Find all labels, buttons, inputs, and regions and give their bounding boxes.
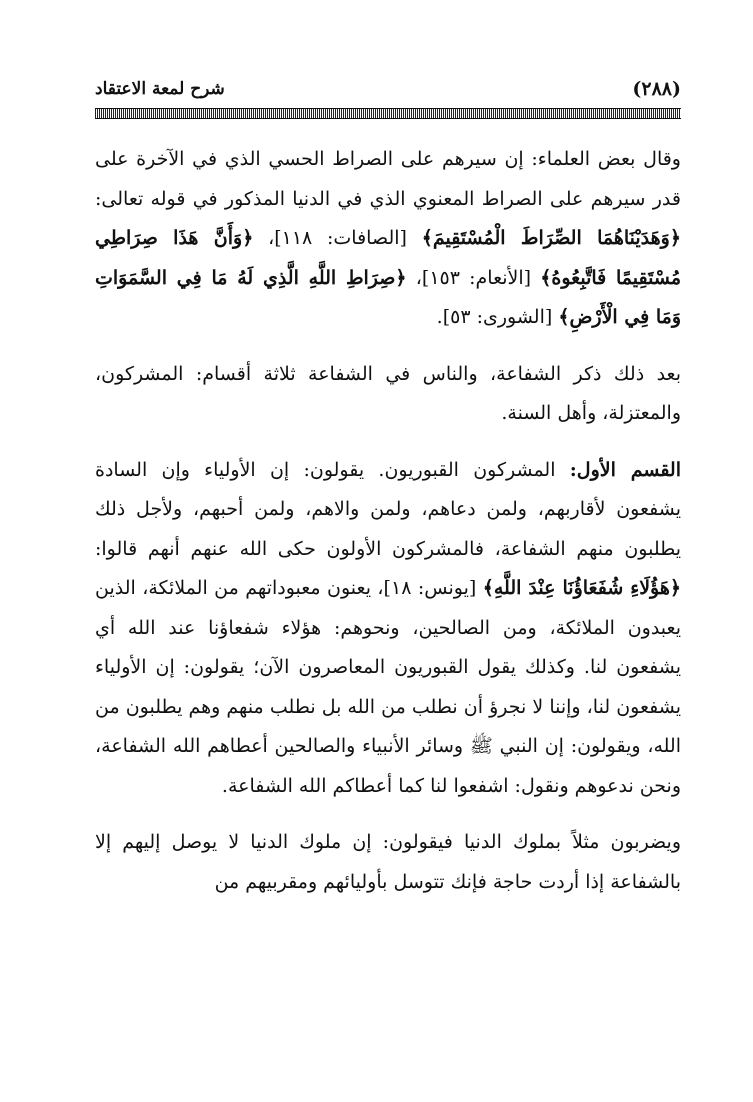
text-run: المشركون القبوريون. يقولون: إن الأولياء وإن السادة يشفعون لأقاربهم، ولمن دعاهم، ولمن والاهم، ولمن أحبهم، ولأجل ذلك يطلبون منهم الشفاعة، فالمشركون الأولون حكى الله عنهم أنهم قالوا: (95, 458, 681, 560)
text-run: وقال بعض العلماء: إن سيرهم على الصراط الحسي الذي في الآخرة على قدر سيرهم على الصراط المعنوي الذي في الدنيا المذكور في قوله تعالى: (95, 148, 681, 210)
page-body (95, 140, 681, 919)
paragraph (95, 451, 681, 807)
quran-verse: ﴿صِرَاطِ اللَّهِ الَّذِي لَهُ مَا فِي السَّمَوَاتِ وَمَا فِي الْأَرْضِ﴾ (95, 266, 681, 328)
header-divider (95, 108, 681, 119)
paragraph (95, 823, 681, 902)
text-run: ويضربون مثلاً بملوك الدنيا فيقولون: إن ملوك الدنيا لا يوصل إليهم إلا بالشفاعة إذا أردت حاجة فإنك تتوسل بأوليائهم ومقربيهم من (95, 831, 681, 893)
section-heading: القسم الأول: (569, 458, 681, 481)
text-run: [الأنعام: ١٥٣]، (406, 266, 541, 289)
text-run: [الصافات: ١١٨]، (253, 227, 422, 249)
page-number: (٢٨٨) (632, 78, 681, 100)
text-run: بعد ذلك ذكر الشفاعة، والناس في الشفاعة ثلاثة أقسام: المشركون، والمعتزلة، وأهل السنة. (95, 362, 681, 424)
quran-verse: ﴿وَهَدَيْنَاهُمَا الصِّرَاطَ الْمُسْتَقِيمَ﴾ (421, 227, 681, 249)
text-run: [يونس: ١٨]، يعنون معبوداتهم من الملائكة، الذين يعبدون الملائكة، ومن الصالحين، ونحوهم: هؤلاء شفعاؤنا عند الله أي يشفعون لنا. وكذلك يقول القبوريون المعاصرون الآن؛ يقولون: إن الأولياء يشفعون لنا، وإننا لا نجرؤ أن نطلب من الله بل نطلب منهم وهم يطلبون من الله، ويقولون: إن النبي ﷺ وسائر الأنبياء والصالحين أعطاهم الله الشفاعة، ونحن ندعوهم ونقول: اشفعوا لنا كما أعطاكم الله الشفاعة. (95, 577, 681, 797)
paragraph (95, 355, 681, 434)
paragraph (95, 140, 681, 338)
quran-verse: ﴿هَؤُلَاءِ شُفَعَاؤُنَا عِنْدَ اللَّهِ﴾ (482, 577, 681, 599)
book-title: شرح لمعة الاعتقاد (95, 79, 225, 99)
quran-verse: ﴿وَأَنَّ هَذَا صِرَاطِي مُسْتَقِيمًا فَاتَّبِعُوهُ﴾ (95, 227, 681, 289)
page-header (95, 74, 681, 104)
text-run: [الشورى: ٥٣]. (436, 306, 559, 328)
